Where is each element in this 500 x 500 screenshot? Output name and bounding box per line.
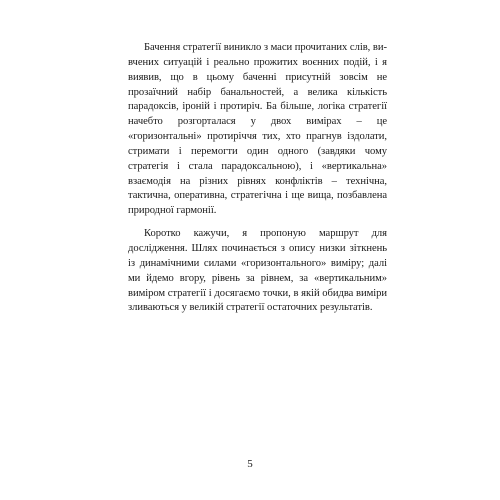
page-number: 5	[247, 458, 253, 470]
paragraph-1: Бачення стратегії виникло з маси прочитаних слів, вивчених ситуацій і реально прожитих воєнних подій, і я виявив, що в цьому баченні присутній зовсім не прозаїчний набір банальностей, а велика кількість парадоксів, іроній і протиріч. Ба більше, логіка стратегії начебто розгорталася у двох вимірах – це «горизонтальні» протиріччя тих, хто прагнув іздолати, стримати і перемогти один одного (завдяки чому стратегія і стала парадоксальною), і «вертикальна» взаємодія на різних рівнях конфліктів – технічна, тактична, оперативна, стратегічна і ще вища, позбавлена природної гармонії.	[128, 42, 387, 217]
paragraph-2: Коротко кажучи, я пропоную маршрут для дослідження. Шлях починається з опису низки зіткнень із динамічними силами «горизонтального» виміру; далі ми йдемо вгору, рівень за рівнем, за «вертикальним» виміром стратегії і досягаємо точки, в якій обидва виміри зливаються у великій стратегії остаточних результатів.	[128, 228, 387, 314]
body-text	[128, 41, 387, 316]
